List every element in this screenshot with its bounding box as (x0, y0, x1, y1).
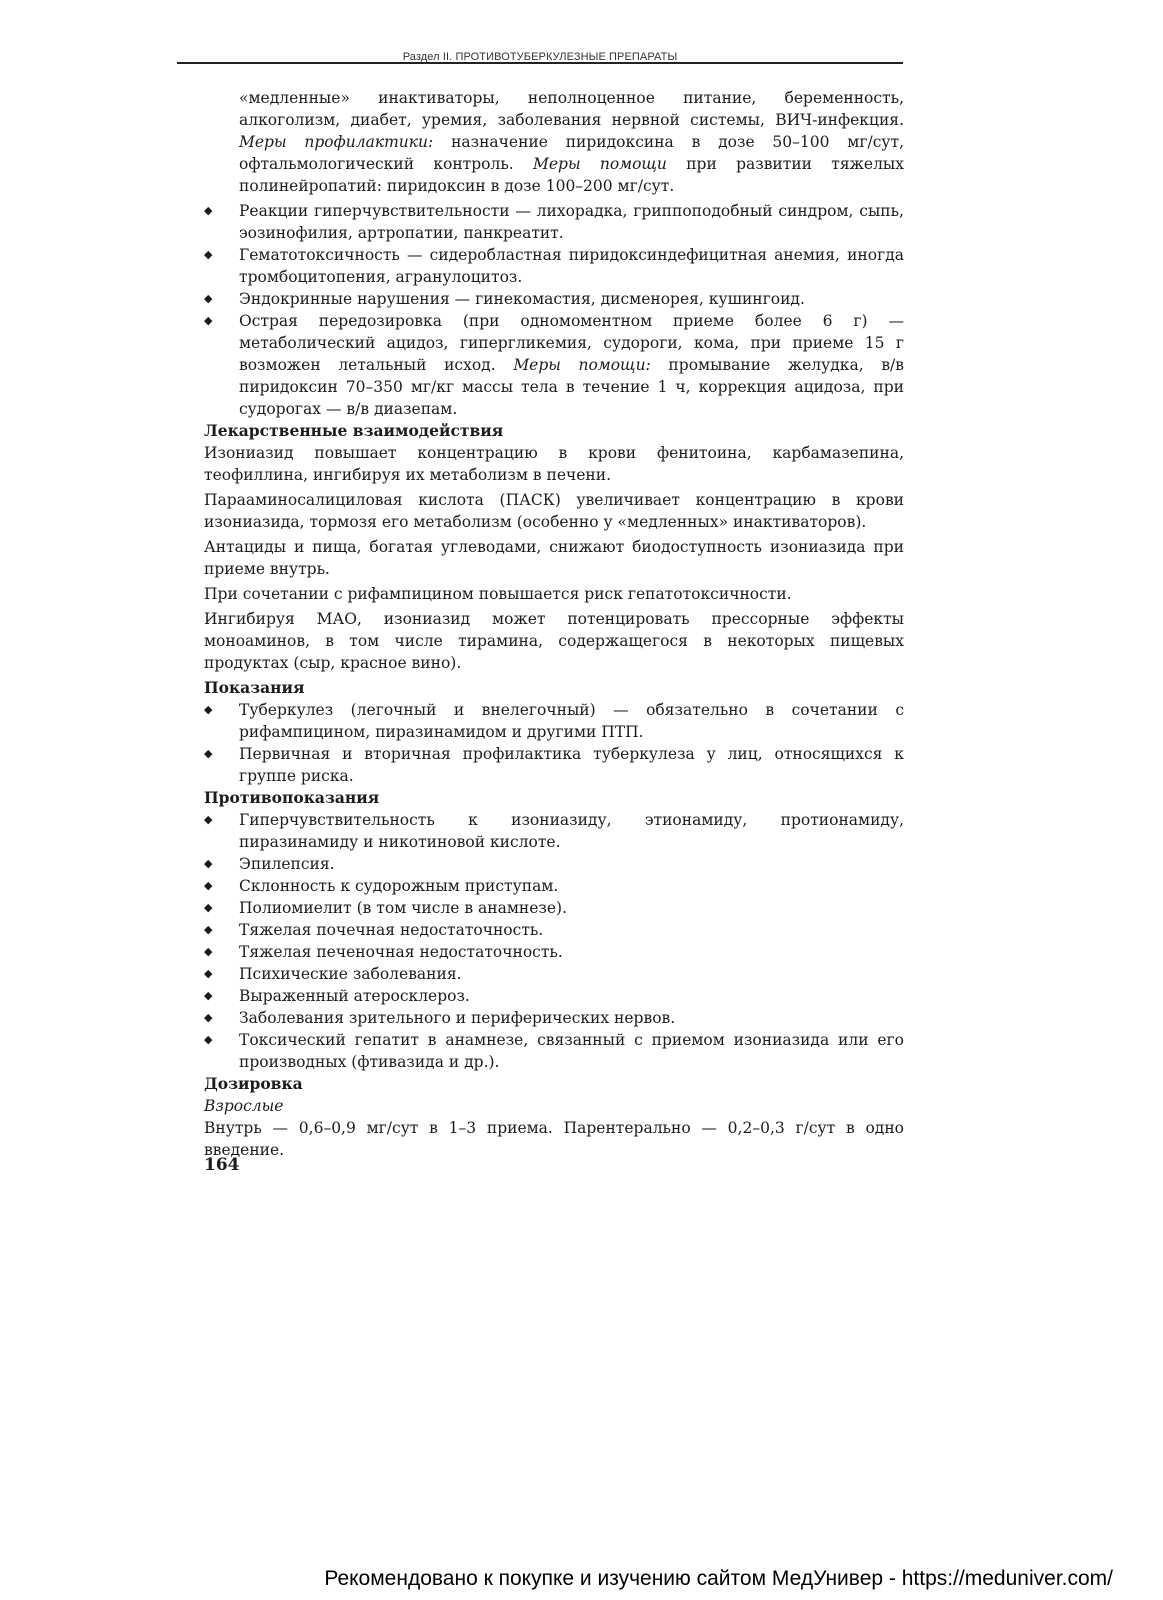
prevention-text: назначение пиридоксина в дозе 50–100 мг/сут, офтальмологический контроль. (239, 133, 904, 173)
interactions-heading: Лекарственные взаимодействия (204, 421, 504, 440)
list-item-text: Токсический гепатит в анамнезе, связанный с приемом изониазида или его производных (фтивазида и др.). (239, 1031, 904, 1071)
bullet-icon: ◆ (204, 989, 213, 1002)
list-item (204, 743, 904, 787)
overdose-text-2: промывание желудка, в/в пиридоксин 70–350 мг/кг массы тела в течение 1 ч, коррекция ацидоза, при судорогах — в/в диазепам. (239, 356, 904, 418)
contraindications-heading: Противопоказания (204, 788, 380, 807)
list-item (204, 1007, 904, 1029)
list-item-text: Тяжелая печеночная недостаточность. (239, 943, 563, 961)
list-item-text: Склонность к судорожным приступам. (239, 877, 559, 895)
list-item-text: Психические заболевания. (239, 965, 462, 983)
contraindications-list (204, 809, 904, 1073)
list-item-text: Полиомиелит (в том числе в анамнезе). (239, 899, 568, 917)
list-item (204, 200, 904, 244)
bullet-icon: ◆ (204, 923, 213, 936)
list-item-text: Реакции гиперчувствительности — лихорадка, гриппоподобный синдром, сыпь, эозинофилия, артропатии, панкреатит. (239, 202, 904, 242)
dosage-heading: Дозировка (204, 1074, 303, 1093)
page-number: 164 (204, 1155, 240, 1175)
running-header-text: Раздел II. ПРОТИВОТУБЕРКУЛЕЗНЫЕ ПРЕПАРАТЫ (402, 51, 678, 63)
intro-line: «медленные» инактиваторы, неполноценное питание, беременность, алкоголизм, диабет, уремия, заболевания нервной системы, ВИЧ-инфекция. (239, 89, 904, 129)
interaction-paragraph: Антациды и пища, богатая углеводами, снижают биодоступность изониазида при приеме внутрь. (204, 538, 904, 578)
overdose-text-1: Острая передозировка (при одномоментном приеме более 6 г) — метаболический ацидоз, гипергликемия, судороги, кома, при приеме 15 г возможен летальный исход. (239, 312, 904, 374)
list-item (204, 985, 904, 1007)
bullet-icon: ◆ (204, 901, 213, 914)
interaction-paragraph: Ингибируя МАО, изониазид может потенцировать прессорные эффекты моноаминов, в том числе тирамина, содержащегося в некоторых пищевых продуктах (сыр, красное вино). (204, 610, 904, 672)
interaction-paragraph: Изониазид повышает концентрацию в крови фенитоина, карбамазепина, теофиллина, ингибируя их метаболизм в печени. (204, 444, 904, 484)
bullet-icon: ◆ (204, 1011, 213, 1024)
list-item (204, 1029, 904, 1073)
prevention-label: Меры профилактики: (239, 133, 434, 151)
bullet-icon: ◆ (204, 857, 213, 870)
bullet-icon: ◆ (204, 314, 213, 327)
list-item (204, 919, 904, 941)
bullet-icon: ◆ (204, 292, 213, 305)
help-label: Меры помощи (533, 155, 667, 173)
list-item (204, 853, 904, 875)
list-item-text: Первичная и вторичная профилактика туберкулеза у лиц, относящихся к группе риска. (239, 745, 904, 785)
list-item (204, 244, 904, 288)
list-item-text: Заболевания зрительного и периферических нервов. (239, 1009, 676, 1027)
list-item (204, 288, 904, 310)
footer-note: Рекомендовано к покупке и изучению сайтом МедУнивер - https://meduniver.com/ (324, 1567, 1113, 1590)
page-body (204, 87, 904, 1164)
list-item-text: Эндокринные нарушения — гинекомастия, дисменорея, кушингоид. (239, 290, 805, 308)
interaction-paragraph: Парааминосалициловая кислота (ПАСК) увеличивает концентрацию в крови изониазида, тормозя его метаболизм (особенно у «медленных» инактиваторов). (204, 491, 904, 531)
list-item (204, 941, 904, 963)
dosage-subheading: Взрослые (204, 1097, 284, 1115)
list-item (204, 809, 904, 853)
list-item (204, 897, 904, 919)
list-item (204, 310, 904, 420)
bullet-icon: ◆ (204, 703, 213, 716)
bullet-icon: ◆ (204, 747, 213, 760)
list-item-text: Эпилепсия. (239, 855, 335, 873)
list-item-text: Гиперчувствительность к изониазиду, этионамиду, протионамиду, пиразинамиду и никотиновой кислоте. (239, 811, 904, 851)
bullet-icon: ◆ (204, 967, 213, 980)
bullet-icon: ◆ (204, 248, 213, 261)
bullet-icon: ◆ (204, 204, 213, 217)
bullet-icon: ◆ (204, 879, 213, 892)
list-item (204, 699, 904, 743)
bullet-icon: ◆ (204, 945, 213, 958)
overdose-help-label: Меры помощи: (513, 356, 651, 374)
list-item-text: Туберкулез (легочный и внелегочный) — обязательно в сочетании с рифампицином, пиразинамидом и другими ПТП. (239, 701, 904, 741)
interaction-paragraph: При сочетании с рифампицином повышается риск гепатотоксичности. (204, 585, 792, 603)
intro-paragraph (204, 87, 904, 197)
running-header (177, 40, 903, 64)
list-item-text: Гематотоксичность — сидеробластная пиридоксиндефицитная анемия, иногда тромбоцитопения, агранулоцитоз. (239, 246, 904, 286)
side-effects-list (204, 200, 904, 420)
list-item (204, 875, 904, 897)
indications-list (204, 699, 904, 787)
help-text: при развитии тяжелых полинейропатий: пиридоксин в дозе 100–200 мг/сут. (239, 155, 904, 195)
bullet-icon: ◆ (204, 1033, 213, 1046)
indications-heading: Показания (204, 678, 305, 697)
bullet-icon: ◆ (204, 813, 213, 826)
list-item-text: Выраженный атеросклероз. (239, 987, 470, 1005)
list-item-text: Тяжелая почечная недостаточность. (239, 921, 544, 939)
dosage-text: Внутрь — 0,6–0,9 мг/сут в 1–3 приема. Парентерально — 0,2–0,3 г/сут в одно введение. (204, 1119, 904, 1159)
list-item (204, 963, 904, 985)
